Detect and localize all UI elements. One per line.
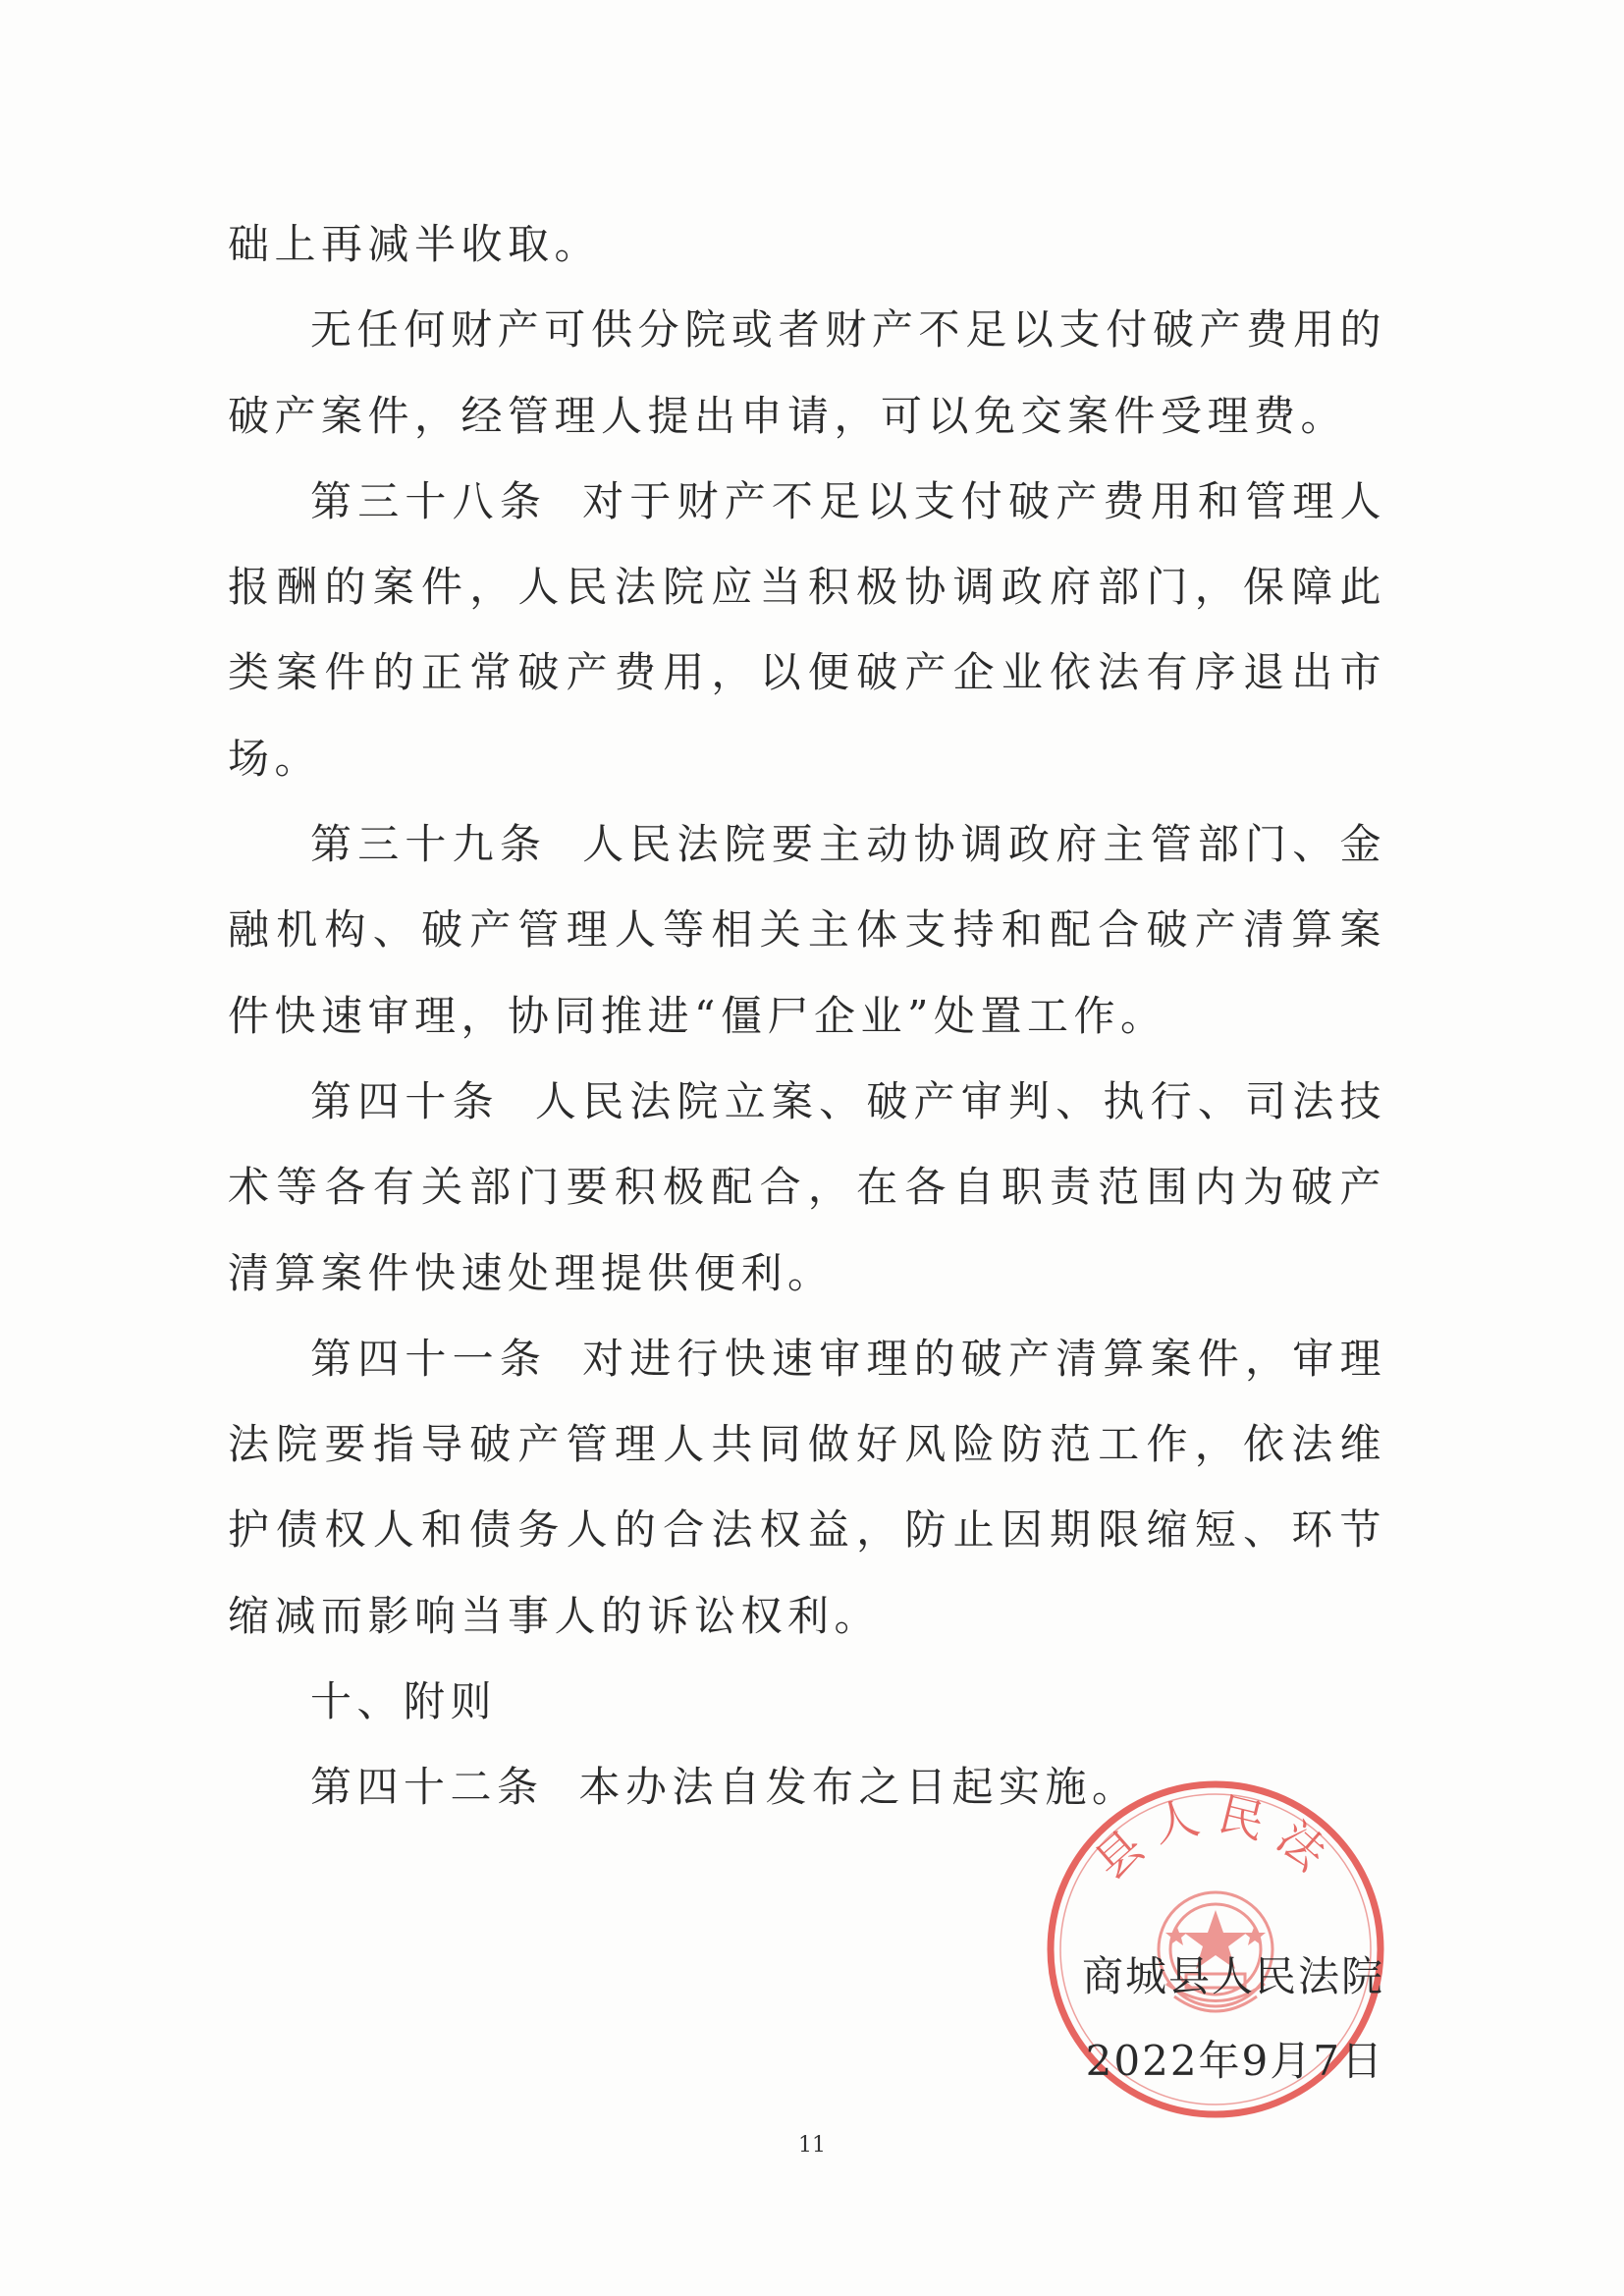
section-heading-text: 十、附则 — [310, 1677, 498, 1726]
page-number: 11 — [798, 2133, 826, 2158]
article-number: 第三十九条 — [310, 820, 548, 869]
article-number: 第四十二条 — [310, 1763, 544, 1812]
article-text: 本办法自发布之日起实施。 — [578, 1763, 1139, 1812]
article-text: 对于财产不足以支付破产费用和管理人报酬的案件，人民法院应当积极协调政府部门，保障此类案件的正常破产费用，以便破产企业依法有序退出市场。 — [228, 476, 1386, 783]
signature-block — [1070, 1935, 1384, 2104]
article-38 — [228, 459, 1386, 801]
article-text: 对进行快速审理的破产清算案件，审理法院要指导破产管理人共同做好风险防范工作，依法维护债权人和债务人的合法权益，防止因期限缩短、环节缩减而影响当事人的诉讼权利。 — [228, 1334, 1386, 1640]
document-body — [228, 201, 1386, 1831]
article-number: 第四十一条 — [310, 1334, 548, 1383]
article-number: 第四十条 — [310, 1076, 500, 1125]
article-text: 人民法院立案、破产审判、执行、司法技术等各有关部门要积极配合，在各自职责范围内为破产清算案件快速处理提供便利。 — [228, 1076, 1386, 1297]
paragraph-continuation — [228, 201, 1386, 287]
issue-date: 2022年9月7日 — [1085, 2037, 1384, 2085]
paragraph-text: 无任何财产可供分院或者财产不足以支付破产费用的破产案件，经管理人提出申请，可以免交案件受理费。 — [228, 305, 1386, 440]
issuing-court: 商城县人民法院 — [1081, 1952, 1384, 2000]
article-text: 人民法院要主动协调政府主管部门、金融机构、破产管理人等相关主体支持和配合破产清算案件快速审理，协同推进“僵尸企业”处置工作。 — [228, 820, 1386, 1040]
article-39 — [228, 801, 1386, 1059]
article-40 — [228, 1059, 1386, 1316]
article-41 — [228, 1316, 1386, 1659]
article-number: 第三十八条 — [310, 476, 548, 525]
paragraph-text: 础上再减半收取。 — [228, 220, 602, 268]
section-heading-supplementary — [228, 1659, 1386, 1744]
seal-arc-text: 县人民法 — [1084, 1786, 1347, 1890]
paragraph-exemption — [228, 287, 1386, 459]
